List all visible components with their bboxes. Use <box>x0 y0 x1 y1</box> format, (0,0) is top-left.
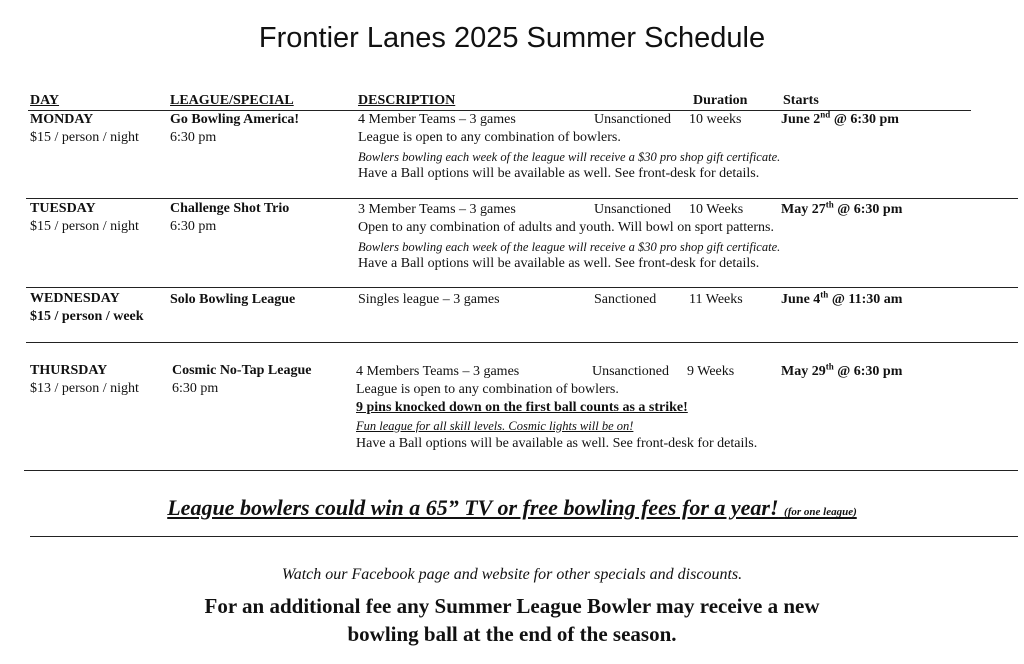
league-day: MONDAY <box>30 112 94 127</box>
league-day: WEDNESDAY <box>30 291 120 306</box>
row-divider <box>26 342 1018 343</box>
league-desc-line: Have a Ball options will be available as well. See front-desk for details. <box>358 256 760 271</box>
league-desc-line: 9 pins knocked down on the first ball counts as a strike! <box>356 400 688 415</box>
promo-divider <box>30 536 1018 537</box>
league-duration: 9 Weeks <box>687 364 735 379</box>
league-desc-line: Have a Ball options will be available as well. See front-desk for details. <box>358 166 760 181</box>
league-day: THURSDAY <box>30 363 108 378</box>
league-price: $13 / person / night <box>30 381 139 396</box>
row-divider <box>24 470 1018 471</box>
league-teams: 4 Member Teams – 3 games <box>358 112 516 127</box>
league-time: 6:30 pm <box>170 130 217 145</box>
row-divider <box>26 287 1018 288</box>
league-price: $15 / person / week <box>30 309 144 324</box>
league-day: TUESDAY <box>30 201 96 216</box>
league-sanction: Unsanctioned <box>594 202 671 217</box>
league-desc-line: League is open to any combination of bowlers. <box>358 130 621 145</box>
ball-offer <box>0 592 1024 648</box>
league-price: $15 / person / night <box>30 219 139 234</box>
facebook-note: Watch our Facebook page and website for other specials and discounts. <box>281 566 743 583</box>
league-time: 6:30 pm <box>170 219 217 234</box>
league-desc-line: Have a Ball options will be available as well. See front-desk for details. <box>356 436 758 451</box>
promo-note: (for one league) <box>784 506 857 518</box>
league-price: $15 / person / night <box>30 130 139 145</box>
league-duration: 11 Weeks <box>689 292 743 307</box>
header-day: DAY <box>30 93 60 108</box>
league-duration: 10 weeks <box>689 112 742 127</box>
header-duration: Duration <box>693 93 748 108</box>
ball-offer-line: bowling ball at the end of the season. <box>347 622 677 646</box>
promo-banner <box>0 495 1024 521</box>
league-teams: 3 Member Teams – 3 games <box>358 202 516 217</box>
league-time: 6:30 pm <box>172 381 219 396</box>
row-divider <box>26 198 1018 199</box>
league-name: Go Bowling America! <box>170 112 300 127</box>
league-desc-line: League is open to any combination of bowlers. <box>356 382 619 397</box>
promo-text: League bowlers could win a 65” TV or free bowling fees for a year! <box>167 495 779 520</box>
league-sanction: Sanctioned <box>594 292 657 307</box>
league-teams: 4 Members Teams – 3 games <box>356 364 520 379</box>
league-desc-line: Bowlers bowling each week of the league will receive a $30 pro shop gift certificate. <box>358 240 781 254</box>
league-start: June 2nd @ 6:30 pm <box>781 109 899 127</box>
league-desc-line: Fun league for all skill levels. Cosmic lights will be on! <box>356 419 634 433</box>
league-teams: Singles league – 3 games <box>358 292 500 307</box>
league-desc-line: Open to any combination of adults and youth. Will bowl on sport patterns. <box>358 220 775 235</box>
league-sanction: Unsanctioned <box>592 364 669 379</box>
header-description: DESCRIPTION <box>358 93 456 108</box>
league-name: Cosmic No-Tap League <box>172 363 312 378</box>
league-desc-line: Bowlers bowling each week of the league will receive a $30 pro shop gift certificate. <box>358 150 781 164</box>
league-duration: 10 Weeks <box>689 202 744 217</box>
header-league: LEAGUE/SPECIAL <box>170 93 294 108</box>
league-name: Solo Bowling League <box>170 292 296 307</box>
league-start: June 4th @ 11:30 am <box>781 289 903 307</box>
league-sanction: Unsanctioned <box>594 112 671 127</box>
league-start: May 29th @ 6:30 pm <box>781 361 903 379</box>
ball-offer-line: For an additional fee any Summer League Bowler may receive a new <box>204 594 820 618</box>
header-starts: Starts <box>783 93 819 108</box>
league-start: May 27th @ 6:30 pm <box>781 199 903 217</box>
page-title: Frontier Lanes 2025 Summer Schedule <box>258 22 766 54</box>
league-name: Challenge Shot Trio <box>170 201 290 216</box>
